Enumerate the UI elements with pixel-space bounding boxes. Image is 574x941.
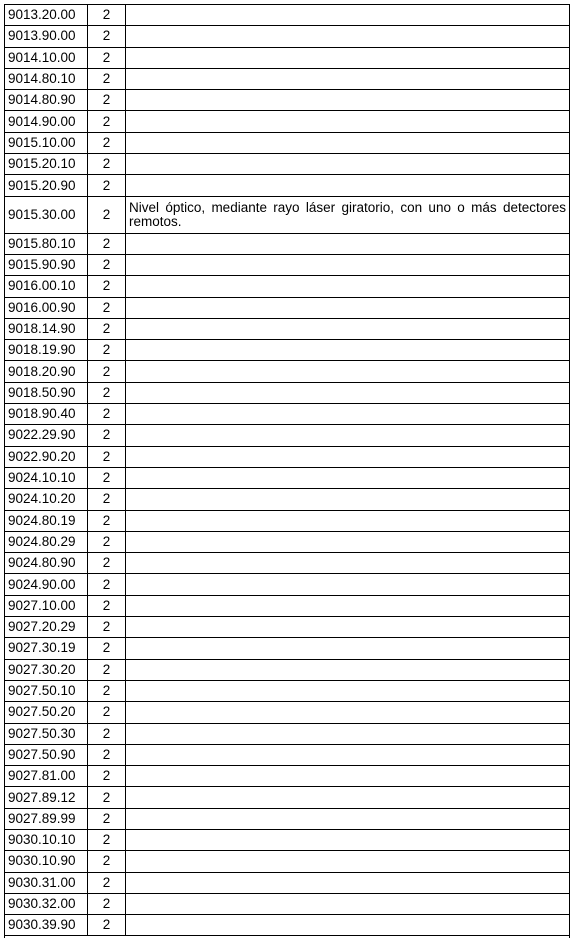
tariff-code-cell: 9016.00.90 (5, 297, 88, 318)
table-row (5, 340, 570, 361)
tariff-code-cell: 9014.90.00 (5, 111, 88, 132)
rate-cell: 2 (88, 723, 126, 744)
description-cell (126, 154, 570, 175)
tariff-code-cell: 9016.00.10 (5, 276, 88, 297)
rate-cell: 2 (88, 595, 126, 616)
rate-cell: 2 (88, 915, 126, 936)
description-cell (126, 659, 570, 680)
rate-cell: 2 (88, 276, 126, 297)
rate-cell: 2 (88, 574, 126, 595)
rate-cell: 2 (88, 829, 126, 850)
rate-cell: 2 (88, 233, 126, 254)
tariff-code-cell: 9014.80.90 (5, 90, 88, 111)
tariff-code-cell: 9018.14.90 (5, 318, 88, 339)
rate-cell: 2 (88, 787, 126, 808)
description-cell (126, 382, 570, 403)
tariff-code-cell: 9024.80.90 (5, 553, 88, 574)
rate-cell: 2 (88, 744, 126, 765)
table-row (5, 111, 570, 132)
table-row (5, 297, 570, 318)
tariff-code-cell: 9018.20.90 (5, 361, 88, 382)
tariff-code-cell: 9024.10.20 (5, 489, 88, 510)
table-row (5, 5, 570, 26)
description-cell (126, 553, 570, 574)
tariff-code-cell: 9018.50.90 (5, 382, 88, 403)
table-row (5, 90, 570, 111)
table-row (5, 47, 570, 68)
rate-cell: 2 (88, 26, 126, 47)
rate-cell: 2 (88, 154, 126, 175)
rate-cell: 2 (88, 132, 126, 153)
rate-cell: 2 (88, 382, 126, 403)
table-row (5, 808, 570, 829)
tariff-code-cell: 9027.89.12 (5, 787, 88, 808)
tariff-code-cell: 9027.20.29 (5, 617, 88, 638)
rate-cell: 2 (88, 808, 126, 829)
tariff-code-cell: 9015.10.00 (5, 132, 88, 153)
tariff-code-cell: 9013.90.00 (5, 26, 88, 47)
rate-cell: 2 (88, 254, 126, 275)
rate-cell: 2 (88, 467, 126, 488)
tariff-code-cell: 9015.30.00 (5, 196, 88, 233)
tariff-code-cell: 9030.39.90 (5, 915, 88, 936)
description-cell (126, 5, 570, 26)
table-row (5, 467, 570, 488)
table-row (5, 510, 570, 531)
description-cell (126, 680, 570, 701)
description-cell: Nivel óptico, mediante rayo láser giratorio, con uno o más detectores remotos. (126, 196, 570, 233)
table-row (5, 617, 570, 638)
rate-cell: 2 (88, 766, 126, 787)
table-row (5, 680, 570, 701)
tariff-code-cell: 9030.10.90 (5, 851, 88, 872)
table-row (5, 766, 570, 787)
table-row (5, 254, 570, 275)
rate-cell: 2 (88, 425, 126, 446)
tariff-code-cell: 9030.32.00 (5, 893, 88, 914)
tariff-code-cell: 9022.29.90 (5, 425, 88, 446)
description-cell (126, 340, 570, 361)
table-row (5, 659, 570, 680)
document-page (4, 4, 570, 938)
description-cell (126, 47, 570, 68)
table-row (5, 744, 570, 765)
rate-cell: 2 (88, 5, 126, 26)
table-row (5, 404, 570, 425)
description-cell (126, 489, 570, 510)
description-cell (126, 893, 570, 914)
description-cell (126, 787, 570, 808)
description-cell (126, 808, 570, 829)
tariff-code-cell: 9018.19.90 (5, 340, 88, 361)
table-row (5, 233, 570, 254)
description-cell (126, 531, 570, 552)
description-cell (126, 446, 570, 467)
tariff-code-cell: 9015.90.90 (5, 254, 88, 275)
tariff-code-cell: 9027.81.00 (5, 766, 88, 787)
rate-cell: 2 (88, 893, 126, 914)
description-cell (126, 111, 570, 132)
rate-cell: 2 (88, 659, 126, 680)
description-cell (126, 638, 570, 659)
rate-cell: 2 (88, 297, 126, 318)
description-cell (126, 723, 570, 744)
table-row (5, 787, 570, 808)
rate-cell: 2 (88, 90, 126, 111)
rate-cell: 2 (88, 361, 126, 382)
tariff-code-cell: 9015.20.10 (5, 154, 88, 175)
table-row (5, 829, 570, 850)
description-cell (126, 829, 570, 850)
table-row (5, 132, 570, 153)
description-cell (126, 574, 570, 595)
tariff-code-cell: 9027.50.20 (5, 702, 88, 723)
rate-cell: 2 (88, 851, 126, 872)
rate-cell: 2 (88, 111, 126, 132)
tariff-code-cell: 9027.50.10 (5, 680, 88, 701)
rate-cell: 2 (88, 489, 126, 510)
description-cell (126, 425, 570, 446)
description-cell (126, 132, 570, 153)
table-row (5, 68, 570, 89)
rate-cell: 2 (88, 680, 126, 701)
description-cell (126, 595, 570, 616)
tariff-code-cell: 9030.31.00 (5, 872, 88, 893)
rate-cell: 2 (88, 68, 126, 89)
description-cell (126, 361, 570, 382)
description-cell (126, 467, 570, 488)
table-row (5, 915, 570, 936)
table-row (5, 489, 570, 510)
tariff-code-cell: 9015.80.10 (5, 233, 88, 254)
rate-cell: 2 (88, 47, 126, 68)
description-cell (126, 90, 570, 111)
table-body (5, 5, 570, 936)
table-row (5, 276, 570, 297)
tariff-code-cell: 9024.90.00 (5, 574, 88, 595)
table-row (5, 595, 570, 616)
rate-cell: 2 (88, 872, 126, 893)
table-row (5, 154, 570, 175)
tariff-code-cell: 9014.10.00 (5, 47, 88, 68)
tariff-code-cell: 9013.20.00 (5, 5, 88, 26)
rate-cell: 2 (88, 196, 126, 233)
description-cell (126, 26, 570, 47)
table-row (5, 851, 570, 872)
tariff-code-cell: 9027.50.30 (5, 723, 88, 744)
table-row (5, 196, 570, 233)
description-cell (126, 318, 570, 339)
table-row (5, 702, 570, 723)
description-cell (126, 404, 570, 425)
tariff-code-cell: 9030.10.10 (5, 829, 88, 850)
description-cell (126, 617, 570, 638)
description-cell (126, 510, 570, 531)
description-cell (126, 766, 570, 787)
tariff-table (4, 4, 570, 936)
rate-cell: 2 (88, 318, 126, 339)
description-cell (126, 175, 570, 196)
table-row (5, 175, 570, 196)
description-cell (126, 68, 570, 89)
tariff-code-cell: 9015.20.90 (5, 175, 88, 196)
table-row (5, 553, 570, 574)
table-row (5, 26, 570, 47)
rate-cell: 2 (88, 531, 126, 552)
table-row (5, 382, 570, 403)
table-row (5, 361, 570, 382)
rate-cell: 2 (88, 510, 126, 531)
rate-cell: 2 (88, 553, 126, 574)
table-row (5, 446, 570, 467)
rate-cell: 2 (88, 340, 126, 361)
description-cell (126, 254, 570, 275)
tariff-code-cell: 9024.10.10 (5, 467, 88, 488)
description-cell (126, 276, 570, 297)
rate-cell: 2 (88, 617, 126, 638)
rate-cell: 2 (88, 638, 126, 659)
table-row (5, 872, 570, 893)
description-cell (126, 872, 570, 893)
table-row (5, 425, 570, 446)
table-row (5, 638, 570, 659)
description-cell (126, 851, 570, 872)
description-cell (126, 744, 570, 765)
tariff-code-cell: 9014.80.10 (5, 68, 88, 89)
description-cell (126, 297, 570, 318)
table-row (5, 531, 570, 552)
tariff-code-cell: 9024.80.19 (5, 510, 88, 531)
table-continuation (4, 936, 570, 938)
table-row (5, 723, 570, 744)
tariff-code-cell: 9024.80.29 (5, 531, 88, 552)
tariff-code-cell: 9027.30.19 (5, 638, 88, 659)
table-row (5, 574, 570, 595)
table-row (5, 893, 570, 914)
table-row (5, 318, 570, 339)
description-cell (126, 233, 570, 254)
rate-cell: 2 (88, 404, 126, 425)
tariff-code-cell: 9027.10.00 (5, 595, 88, 616)
tariff-code-cell: 9018.90.40 (5, 404, 88, 425)
description-cell (126, 915, 570, 936)
tariff-code-cell: 9027.50.90 (5, 744, 88, 765)
rate-cell: 2 (88, 446, 126, 467)
tariff-code-cell: 9022.90.20 (5, 446, 88, 467)
rate-cell: 2 (88, 175, 126, 196)
rate-cell: 2 (88, 702, 126, 723)
tariff-code-cell: 9027.89.99 (5, 808, 88, 829)
description-cell (126, 702, 570, 723)
tariff-code-cell: 9027.30.20 (5, 659, 88, 680)
